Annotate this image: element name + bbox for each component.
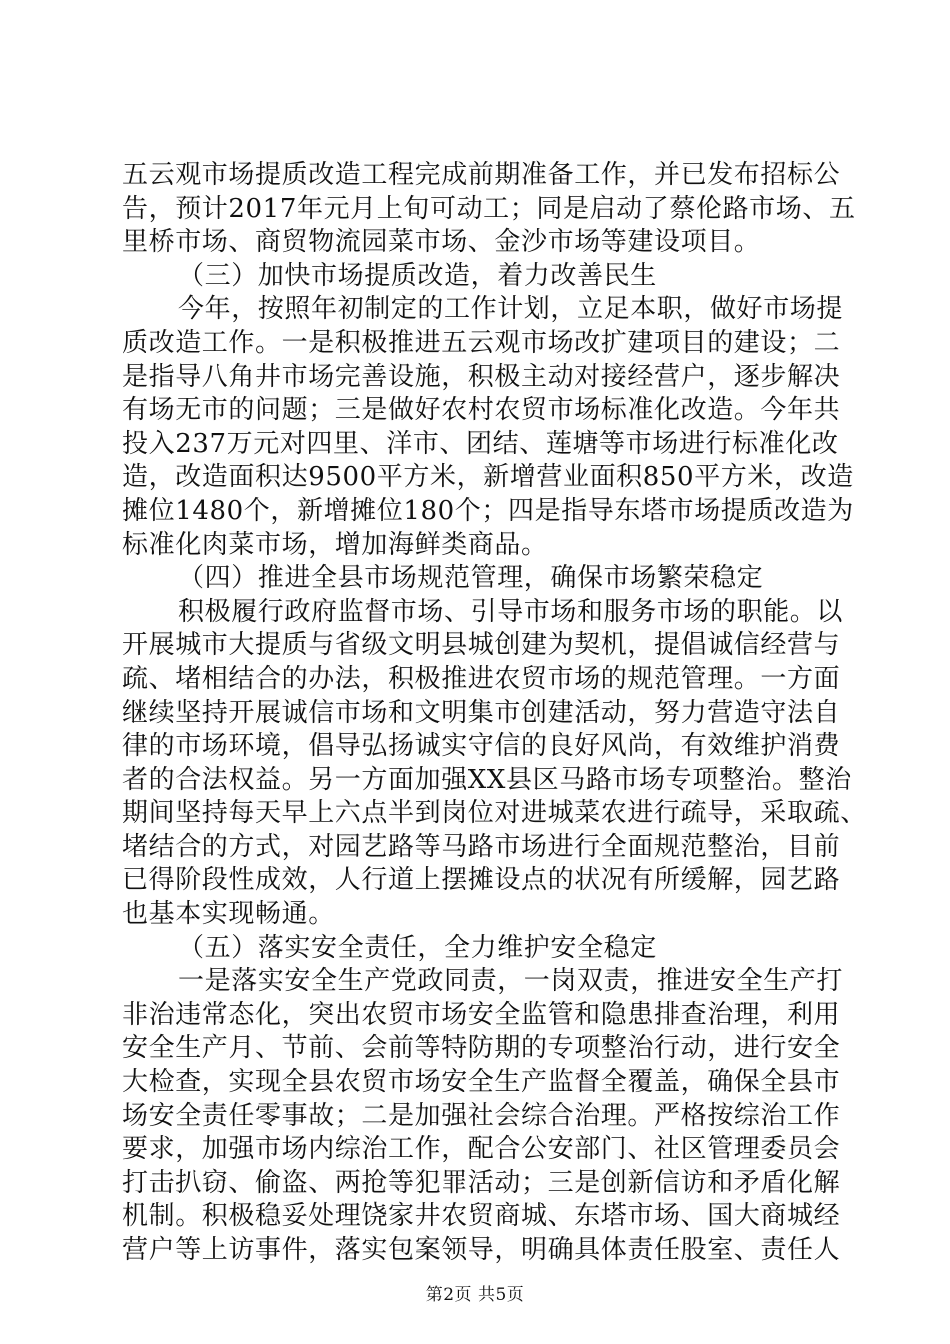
text-line: 里桥市场、商贸物流园菜市场、金沙市场等建设项目。 [122,227,761,258]
text-line: 质改造工作。一是积极推进五云观市场改扩建项目的建设；二 [122,327,841,358]
text-line: 大检查，实现全县农贸市场安全生产监督全覆盖，确保全县市 [122,1067,841,1098]
text-line: 五云观市场提质改造工程完成前期准备工作，并已发布招标公 [122,160,841,190]
text-line: 有场无市的问题；三是做好农村农贸市场标准化改造。今年共 [122,395,841,426]
text-line: 已得阶段性成效，人行道上摆摊设点的状况有所缓解，园艺路 [122,865,841,896]
text-line: 要求，加强市场内综治工作，配合公安部门、社区管理委员会 [122,1134,841,1165]
text-line: 堵结合的方式，对园艺路等马路市场进行全面规范整治，目前 [122,831,841,862]
text-line: 继续坚持开展诚信市场和文明集市创建活动，努力营造守法自 [122,697,841,728]
text-line: 积极履行政府监督市场、引导市场和服务市场的职能。以 [178,596,844,627]
text-line: 场安全责任零事故；二是加强社会综合治理。严格按综治工作 [122,1100,841,1131]
text-line: 机制。积极稳妥处理饶家井农贸商城、东塔市场、国大商城经 [122,1201,841,1232]
text-line: 今年，按照年初制定的工作计划，立足本职，做好市场提 [178,294,844,325]
text-line: （四）推进全县市场规范管理，确保市场繁荣稳定 [178,563,764,594]
text-line: 告，预计2017年元月上旬可动工；同是启动了蔡伦路市场、五 [122,193,856,224]
text-line: （三）加快市场提质改造，着力改善民生 [178,260,657,291]
text-line: 开展城市大提质与省级文明县城创建为契机，提倡诚信经营与 [122,630,841,661]
text-line: 打击扒窃、偷盗、两抢等犯罪活动；三是创新信访和矛盾化解 [122,1167,841,1198]
text-line: 安全生产月、节前、会前等特防期的专项整治行动，进行安全 [122,1033,841,1064]
text-line: 是指导八角井市场完善设施，积极主动对接经营户，逐步解决 [122,361,841,392]
text-line: 疏、堵相结合的办法，积极推进农贸市场的规范管理。一方面 [122,663,841,694]
text-line: 标准化肉菜市场，增加海鲜类商品。 [122,529,548,560]
text-line: 期间坚持每天早上六点半到岗位对进城菜农进行疏导，采取疏、 [122,798,867,829]
text-line: 非治违常态化，突出农贸市场安全监管和隐患排查治理，利用 [122,999,841,1030]
text-line: 摊位1480个，新增摊位180个；四是指导东塔市场提质改造为 [122,495,854,526]
text-line: 律的市场环境，倡导弘扬诚实守信的良好风尚，有效维护消费 [122,731,841,762]
text-line: 一是落实安全生产党政同责，一岗双责，推进安全生产打 [178,966,844,997]
text-line: 者的合法权益。另一方面加强XX县区马路市场专项整治。整治 [122,764,852,795]
document-body [122,159,867,1268]
text-line: 造，改造面积达9500平方米，新增营业面积850平方米，改造 [122,462,854,493]
text-line: 也基本实现畅通。 [122,899,335,930]
text-line: 营户等上访事件，落实包案领导，明确具体责任股室、责任人 [122,1235,841,1265]
text-line: （五）落实安全责任，全力维护安全稳定 [178,932,657,963]
text-line: 投入237万元对四里、洋市、团结、莲塘等市场进行标准化改 [122,428,839,459]
page-number-footer: 第2页 共5页 [425,1285,525,1305]
